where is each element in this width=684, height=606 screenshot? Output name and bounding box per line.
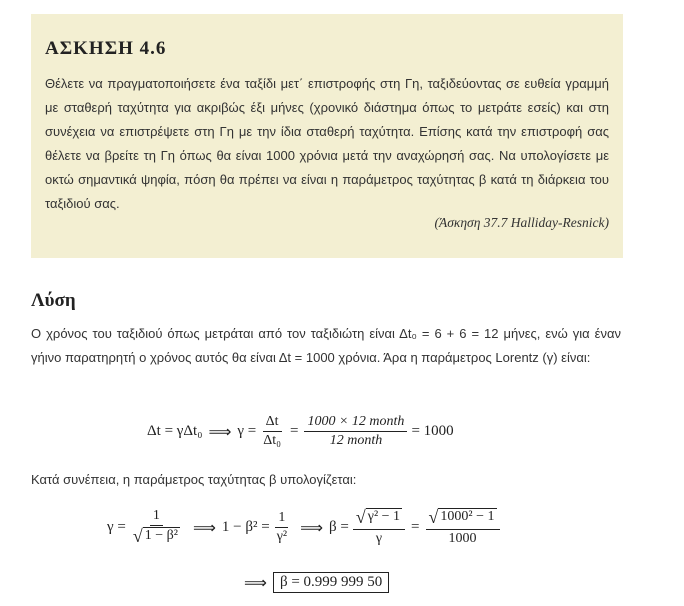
final-result-line [244,572,389,593]
eq1-gamma: γ = [237,423,257,439]
eq1-fraction-1 [260,414,284,449]
eq2-frac2-den: γ² [276,529,288,544]
eq2-frac1-den: 1 − β² [144,528,178,543]
implies-arrow-icon: ⟹ [208,423,232,441]
eq2-mid: 1 − β² = [221,519,270,535]
implies-arrow-icon: ⟹ [300,519,324,537]
eq1-fraction-2 [304,414,407,449]
sqrt-icon: √ γ² − 1 [355,507,401,527]
eq2-frac4-den: 1000 [448,531,477,546]
eq2-frac4-num: 1000² − 1 [440,509,495,524]
eq2-gamma: γ = [107,519,126,535]
implies-arrow-icon: ⟹ [244,574,267,592]
implies-arrow-icon: ⟹ [192,519,216,537]
eq1-frac1-num: Δt [263,414,282,432]
exercise-reference: (Άσκηση 37.7 Halliday-Resnick) [434,215,609,230]
final-result-box: β = 0.999 999 50 [273,572,389,593]
exercise-title: ΑΣΚΗΣΗ 4.6 [45,38,167,59]
eq2-fraction-2 [274,510,290,545]
exercise-text: Θέλετε να πραγματοποιήσετε ένα ταξίδι μετ΄ επιστροφής στη Γη, ταξιδεύοντας σε ευθεία γραμμή με σταθερή ταχύτητα για ακριβώς έξι μήνες (χρονικό διάστημα όπως το μετράτε εσείς) και στη συνέχεια να επιστρέψετε στη Γη με την ίδια σταθερή ταχύτητα. Επίσης κατά την επιστροφή σας θέλετε να βρείτε τη Γη όπως θα είναι 1000 χρόνια μετά την αναχώρησή σας. Να υπολογίσετε με οκτώ σημαντικά ψηφία, πόση θα πρέπει να είναι η παράμετρος ταχύτητας β κατά τη διάρκεια του ταξιδιού σας. [45,76,609,211]
eq2-fraction-4 [426,508,500,547]
eq1-frac2-num: 1000 × 12 month [304,414,407,432]
solution-paragraph-1: Ο χρόνος του ταξιδιού όπως μετράται από τον ταξιδιώτη είναι Δt₀ = 6 + 6 = 12 μήνες, ενώ για έναν γήινο παρατηρητή ο χρόνος αυτός θα είναι Δt = 1000 χρόνια. Άρα η παράμετρος Lorentz (γ) είναι: [31,326,621,365]
solution-title: Λύση [31,290,76,311]
equation-lorentz-factor: Δt = γΔt₀ ⟹ γ = $\frac{\Delta t}{\text{Δt₀}}$ = $\frac{\text{1000 × 12 month}}{\text{12 month}}$ = 1000 [147,414,454,448]
eq2-frac1-num: 1 [150,508,163,526]
eq2-beta: β = [329,519,349,535]
equation-beta: γ = 1 √ 1 − β² ⟹ 1 − β² = $\frac{1}{\text{γ²}}$ ⟹ β = √ γ² − 1 γ = √ 1000² − 1 1000 [107,508,504,547]
eq2-fraction-1 [130,508,183,547]
eq1-left: Δt = γΔt₀ [147,423,203,439]
sqrt-icon: √ 1000² − 1 [428,507,495,527]
eq2-fraction-3 [353,508,405,547]
eq1-frac1-den: Δt₀ [263,433,282,448]
eq1-frac2-den: 12 month [329,433,383,448]
eq2-frac3-den: γ [375,531,383,546]
eq1-result: = 1000 [411,423,454,439]
exercise-box [31,14,623,258]
eq2-frac2-num: 1 [275,510,288,528]
solution-paragraph-2: Κατά συνέπεια, η παράμετρος ταχύτητας β υπολογίζεται: [31,472,357,487]
sqrt-icon: √ 1 − β² [132,526,178,546]
eq2-frac3-num: γ² − 1 [367,509,401,524]
